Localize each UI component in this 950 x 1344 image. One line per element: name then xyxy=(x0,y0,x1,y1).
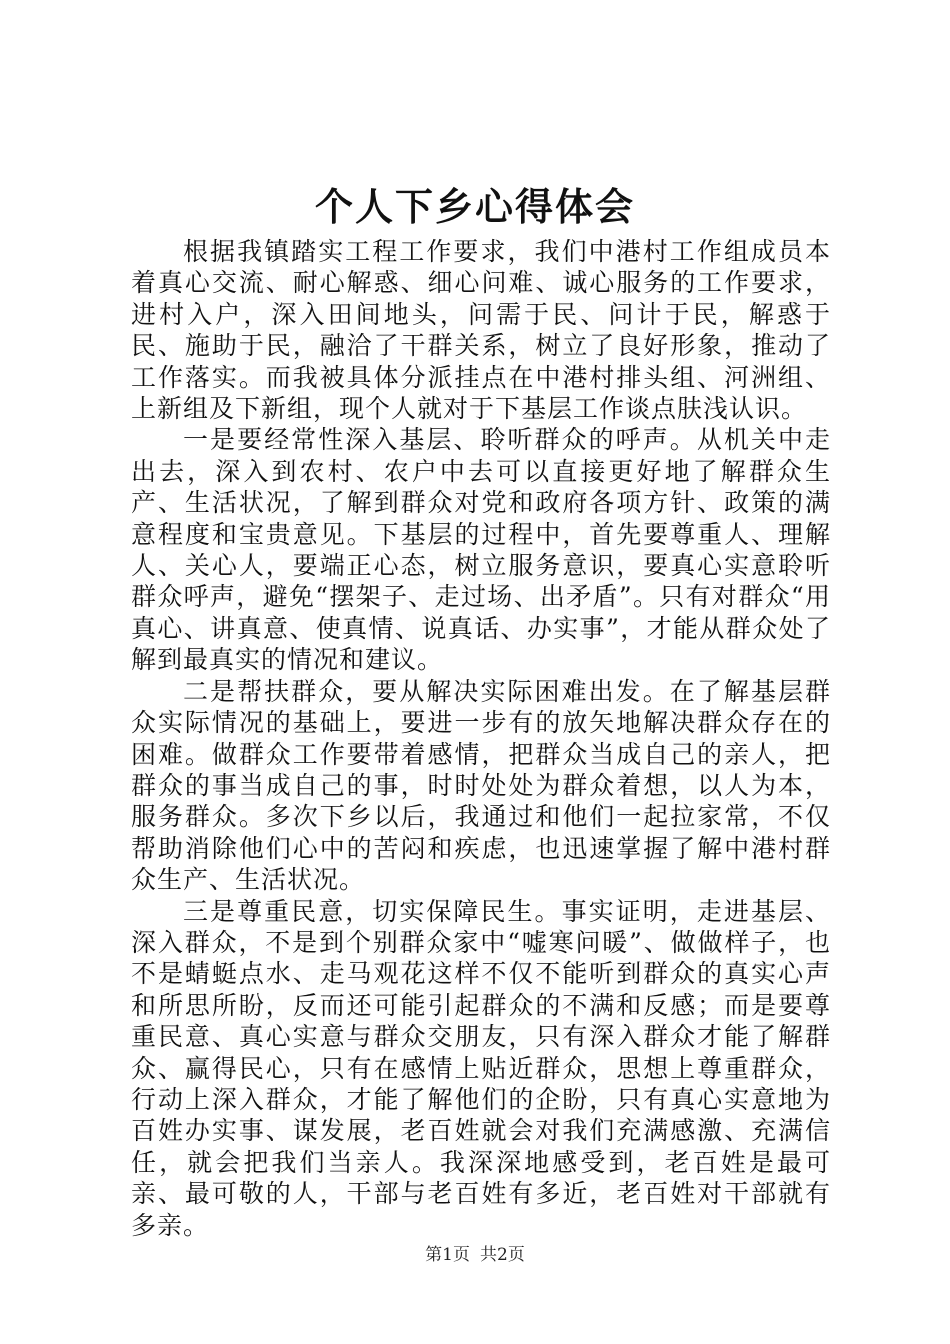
paragraph-point-one: 一是要经常性深入基层、聆听群众的呼声。从机关中走出去，深入到农村、农户中去可以直接更好地了解群众生产、生活状况，了解到群众对党和政府各项方针、政策的满意程度和宝贵意见。下基层的过程中，首先要尊重人、理解人、关心人，要端正心态，树立服务意识，要真心实意聆听群众呼声，避免“摆架子、走过场、出矛盾”。只有对群众“用真心、讲真意、使真情、说真话、办实事”，才能从群众处了解到最真实的情况和建议。 xyxy=(131,425,831,675)
paragraph-point-three: 三是尊重民意，切实保障民生。事实证明，走进基层、深入群众，不是到个别群众家中“嘘寒问暖”、做做样子，也不是蜻蜓点水、走马观花这样不仅不能听到群众的真实心声和所思所盼，反而还可能引起群众的不满和反感；而是要尊重民意、真心实意与群众交朋友，只有深入群众才能了解群众、赢得民心，只有在感情上贴近群众，思想上尊重群众，行动上深入群众，才能了解他们的企盼，只有真心实意地为百姓办实事、谋发展，老百姓就会对我们充满感激、充满信任，就会把我们当亲人。我深深地感受到，老百姓是最可亲、最可敬的人，干部与老百姓有多近，老百姓对干部就有多亲。 xyxy=(131,896,831,1240)
page-footer xyxy=(0,1244,950,1266)
paragraph-point-two: 二是帮扶群众，要从解决实际困难出发。在了解基层群众实际情况的基础上，要进一步有的放矢地解决群众存在的困难。做群众工作要带着感情，把群众当成自己的亲人，把群众的事当成自己的事，时时处处为群众着想，以人为本，服务群众。多次下乡以后，我通过和他们一起拉家常，不仅帮助消除他们心中的苦闷和疾虑，也迅速掌握了解中港村群众生产、生活状况。 xyxy=(131,676,831,895)
page-number: 第1页 xyxy=(425,1245,470,1265)
document-body xyxy=(131,236,831,1241)
page-total: 共2页 xyxy=(480,1245,525,1265)
document-title: 个人下乡心得体会 xyxy=(314,184,635,229)
paragraph-intro: 根据我镇踏实工程工作要求，我们中港村工作组成员本着真心交流、耐心解惑、细心问难、诚心服务的工作要求，进村入户，深入田间地头，问需于民、问计于民，解惑于民、施助于民，融洽了干群关系，树立了良好形象，推动了工作落实。而我被具体分派挂点在中港村排头组、河洲组、上新组及下新组，现个人就对于下基层工作谈点肤浅认识。 xyxy=(131,237,831,424)
